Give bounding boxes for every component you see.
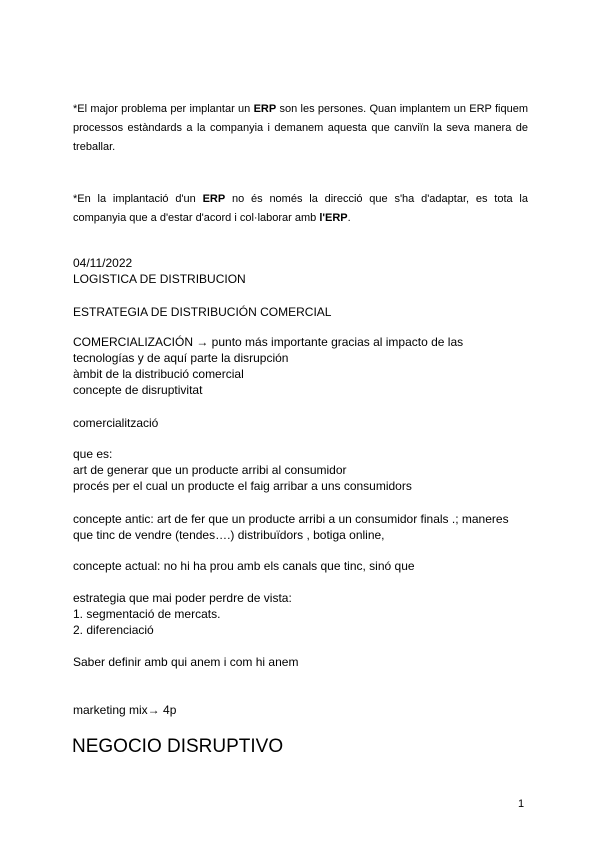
paragraph-erp-company: [73, 190, 528, 228]
note-line: àmbit de la distribució comercial: [73, 367, 244, 381]
note-line: marketing mix→ 4p: [73, 703, 177, 717]
paragraph-erp-people: [73, 100, 528, 157]
note-line: comercialització: [73, 416, 159, 430]
strategy-title-text: ESTRATEGIA DE DISTRIBUCIÓN COMERCIAL: [73, 305, 332, 319]
bold-lerp: l'ERP: [319, 212, 348, 224]
note-line: concepte antic: art de fer que un producte arribi a un consumidor finals .; maneres: [73, 512, 509, 526]
saber-block: [73, 654, 533, 670]
list-item: 2. diferenciació: [73, 623, 154, 637]
note-line: tecnologías y de aquí parte la disrupción: [73, 351, 289, 365]
note-line: que tinc de vendre (tendes….) distribuïdors , botiga online,: [73, 528, 385, 542]
concepte-antic-block: [73, 511, 533, 543]
heading-negocio-disruptivo: NEGOCIO DISRUPTIVO: [72, 736, 284, 757]
note-line: concepte actual: no hi ha prou amb els canals que tinc, sinó que: [73, 559, 415, 573]
bold-erp: ERP: [253, 103, 277, 115]
note-line: concepte de disruptivitat: [73, 383, 203, 397]
que-es-block: [73, 446, 533, 494]
comercialitzacio-block: [73, 415, 533, 431]
note-line: Saber definir amb qui anem i com hi anem: [73, 655, 299, 669]
note-date: 04/11/2022: [73, 256, 133, 270]
text: *En la implantació d'un: [73, 193, 203, 205]
strategy-title: [73, 304, 533, 320]
concepte-actual-block: [73, 558, 533, 574]
estrategia-block: [73, 590, 533, 638]
text: *El major problema per implantar un: [73, 103, 254, 115]
comercializacion-block: [73, 334, 533, 398]
note-line: estrategia que mai poder perdre de vista:: [73, 591, 292, 605]
note-line: COMERCIALIZACIÓN → punto más importante gracias al impacto de las: [73, 335, 464, 349]
marketing-block: [73, 702, 533, 718]
note-line: art de generar que un producte arribi al consumidor: [73, 463, 347, 477]
note-line: que es:: [73, 447, 113, 461]
list-item: 1. segmentació de mercats.: [73, 607, 221, 621]
text: .: [347, 212, 351, 224]
page-number: 1: [518, 798, 525, 810]
bold-erp: ERP: [202, 193, 226, 205]
text: no és només la direcció que s'ha d'adaptar, es tota la companyia que a d'estar d'acord i col·laborar amb: [73, 193, 528, 224]
date-subject-block: [73, 255, 533, 287]
note-subject: LOGISTICA DE DISTRIBUCION: [73, 272, 246, 286]
note-line: procés per el cual un producte el faig arribar a uns consumidors: [73, 479, 412, 493]
text: son les persones. Quan implantem un ERP fiquem processos estàndards a la companyia i demanem aquesta que canviïn la seva manera de treballar.: [73, 103, 528, 153]
